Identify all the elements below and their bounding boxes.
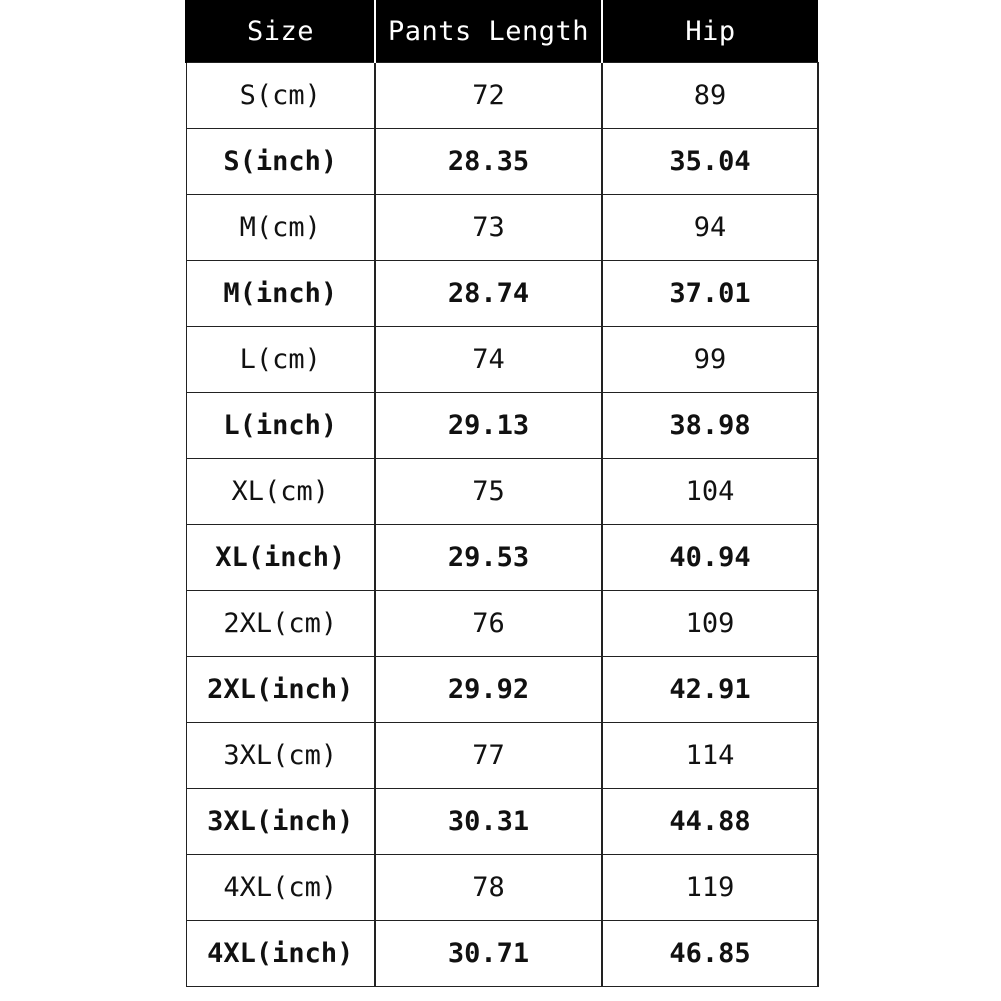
table-row: [186, 459, 818, 525]
size-cell: 3XL(inch): [186, 789, 375, 855]
size-chart-table: [185, 0, 819, 987]
pants-length-cell: 29.13: [375, 393, 602, 459]
size-cell: L(cm): [186, 327, 375, 393]
size-cell: S(cm): [186, 63, 375, 129]
header-pants-length: Pants Length: [375, 0, 602, 63]
pants-length-cell: 29.92: [375, 657, 602, 723]
table-row: [186, 723, 818, 789]
table-row: [186, 63, 818, 129]
table-row: [186, 327, 818, 393]
pants-length-cell: 72: [375, 63, 602, 129]
size-cell: 2XL(cm): [186, 591, 375, 657]
hip-cell: 35.04: [602, 129, 818, 195]
size-cell: L(inch): [186, 393, 375, 459]
size-cell: M(cm): [186, 195, 375, 261]
hip-cell: 46.85: [602, 921, 818, 987]
size-cell: XL(inch): [186, 525, 375, 591]
pants-length-cell: 75: [375, 459, 602, 525]
table-row: [186, 525, 818, 591]
size-cell: 2XL(inch): [186, 657, 375, 723]
header-row: [186, 0, 818, 63]
hip-cell: 109: [602, 591, 818, 657]
pants-length-cell: 74: [375, 327, 602, 393]
table-row: [186, 591, 818, 657]
hip-cell: 40.94: [602, 525, 818, 591]
header-size: Size: [186, 0, 375, 63]
hip-cell: 99: [602, 327, 818, 393]
pants-length-cell: 76: [375, 591, 602, 657]
hip-cell: 44.88: [602, 789, 818, 855]
table-row: [186, 261, 818, 327]
table-row: [186, 393, 818, 459]
pants-length-cell: 29.53: [375, 525, 602, 591]
size-cell: M(inch): [186, 261, 375, 327]
table-row: [186, 789, 818, 855]
pants-length-cell: 78: [375, 855, 602, 921]
hip-cell: 42.91: [602, 657, 818, 723]
pants-length-cell: 30.71: [375, 921, 602, 987]
pants-length-cell: 77: [375, 723, 602, 789]
hip-cell: 104: [602, 459, 818, 525]
hip-cell: 89: [602, 63, 818, 129]
pants-length-cell: 30.31: [375, 789, 602, 855]
size-cell: 4XL(cm): [186, 855, 375, 921]
size-cell: 3XL(cm): [186, 723, 375, 789]
size-cell: 4XL(inch): [186, 921, 375, 987]
hip-cell: 37.01: [602, 261, 818, 327]
pants-length-cell: 28.35: [375, 129, 602, 195]
hip-cell: 114: [602, 723, 818, 789]
table-row: [186, 195, 818, 261]
size-cell: XL(cm): [186, 459, 375, 525]
table-row: [186, 657, 818, 723]
table-row: [186, 129, 818, 195]
pants-length-cell: 73: [375, 195, 602, 261]
table-row: [186, 921, 818, 987]
header-hip: Hip: [602, 0, 818, 63]
hip-cell: 119: [602, 855, 818, 921]
pants-length-cell: 28.74: [375, 261, 602, 327]
hip-cell: 38.98: [602, 393, 818, 459]
table-row: [186, 855, 818, 921]
hip-cell: 94: [602, 195, 818, 261]
size-cell: S(inch): [186, 129, 375, 195]
